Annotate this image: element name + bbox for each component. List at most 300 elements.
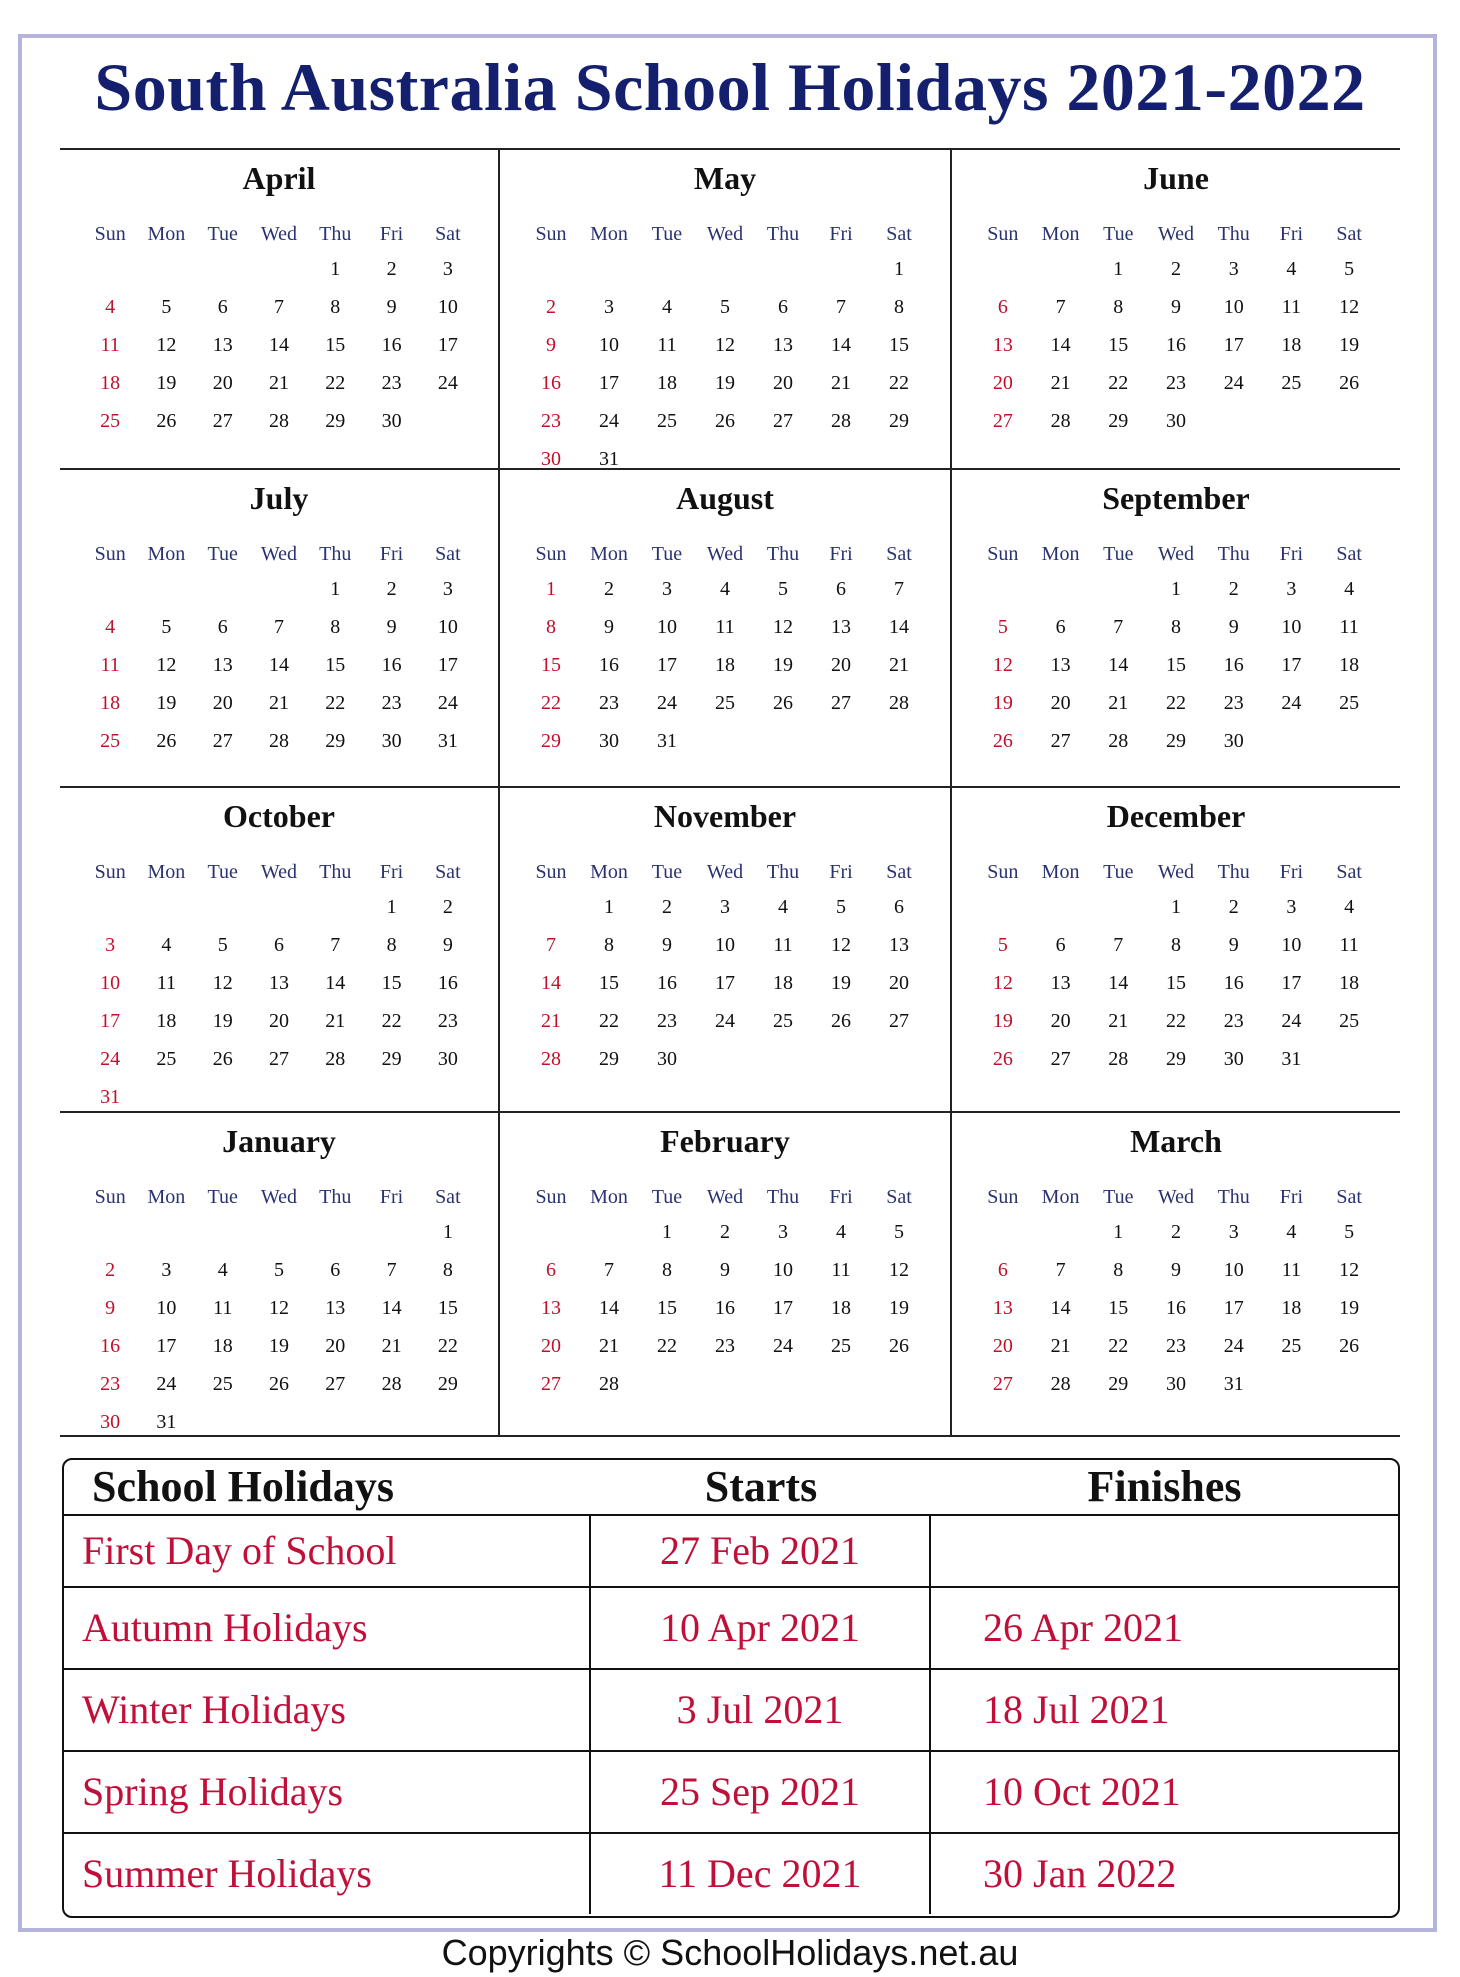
- day-date: [1320, 722, 1378, 760]
- week-row: [974, 570, 1378, 608]
- day-date: 10: [156, 1297, 177, 1319]
- day-date: 25: [1281, 372, 1302, 394]
- day-date: 11: [773, 934, 793, 956]
- day-date: 15: [325, 334, 346, 356]
- day-date: 18: [773, 972, 793, 994]
- day-date: 11: [657, 334, 677, 356]
- weekday-label: Thu: [766, 543, 800, 565]
- weekday-label: Fri: [1279, 543, 1304, 565]
- day-date: 11: [831, 1259, 851, 1281]
- day-date: 7: [894, 578, 904, 600]
- weekday-label: Sun: [94, 543, 126, 565]
- weekday-label: Fri: [379, 1186, 404, 1208]
- sunday-date: 25: [100, 730, 121, 752]
- month-day-grid: [974, 856, 1378, 1078]
- day-date: 17: [1281, 972, 1302, 994]
- day-date: 15: [437, 1297, 458, 1319]
- day-date: 5: [273, 1259, 284, 1281]
- weekday-label: Tue: [1103, 1186, 1134, 1208]
- day-date: 17: [715, 972, 735, 994]
- sunday-date: 20: [541, 1335, 561, 1357]
- day-date: 15: [889, 334, 909, 356]
- day-date: [696, 250, 754, 288]
- day-date: [195, 570, 251, 608]
- day-date: 14: [1108, 654, 1129, 676]
- weekday-label: Thu: [1217, 1186, 1250, 1208]
- weekday-label: Tue: [651, 1186, 683, 1208]
- copyright-notice: Copyrights © SchoolHolidays.net.au: [441, 1932, 1019, 1973]
- day-date: 7: [604, 1259, 614, 1281]
- weekday-header: [82, 1181, 476, 1213]
- month-name: June: [1143, 160, 1209, 196]
- day-date: 24: [599, 410, 619, 432]
- day-date: 4: [1286, 258, 1297, 280]
- day-date: [580, 1213, 638, 1251]
- day-date: [754, 250, 812, 288]
- weekday-label: Wed: [706, 543, 744, 565]
- weekday-label: Sun: [987, 543, 1019, 565]
- sunday-date: 26: [992, 730, 1013, 752]
- sunday-date: 20: [992, 1335, 1013, 1357]
- sunday-date: 14: [541, 972, 561, 994]
- day-date: 2: [1170, 1221, 1181, 1243]
- holiday-start: 10 Apr 2021: [591, 1588, 931, 1668]
- day-date: 31: [437, 730, 458, 752]
- month-name: March: [1130, 1123, 1222, 1159]
- weekday-label: Mon: [1041, 861, 1080, 883]
- week-row: [522, 1213, 928, 1251]
- weekday-header: [974, 856, 1378, 888]
- weekday-label: Thu: [1217, 223, 1250, 245]
- weekday-label: Tue: [1103, 543, 1134, 565]
- day-date: 26: [212, 1048, 233, 1070]
- day-date: [812, 1365, 870, 1403]
- day-date: 20: [268, 1010, 289, 1032]
- day-date: 16: [657, 972, 677, 994]
- sunday-date: 20: [992, 372, 1013, 394]
- month-name: May: [693, 160, 757, 196]
- day-date: 15: [657, 1297, 677, 1319]
- week-row: [82, 722, 476, 760]
- day-date: 16: [599, 654, 619, 676]
- month-name: November: [653, 798, 797, 834]
- day-date: 8: [386, 934, 397, 956]
- day-date: 16: [1223, 972, 1244, 994]
- day-date: 14: [268, 334, 289, 356]
- day-date: 5: [1344, 1221, 1355, 1243]
- day-date: 1: [1170, 896, 1181, 918]
- day-date: 19: [156, 692, 177, 714]
- day-date: 27: [325, 1373, 346, 1395]
- week-row: [82, 1365, 476, 1403]
- day-date: 24: [773, 1335, 793, 1357]
- week-row: [974, 888, 1378, 926]
- day-date: 15: [1108, 1297, 1129, 1319]
- holiday-finish: 26 Apr 2021: [983, 1605, 1183, 1650]
- weekday-header: [82, 538, 476, 570]
- day-date: 22: [1108, 372, 1129, 394]
- day-date: [754, 722, 812, 760]
- day-date: 1: [386, 896, 397, 918]
- sunday-date: 9: [546, 334, 556, 356]
- holiday-start: 25 Sep 2021: [591, 1752, 931, 1832]
- sunday-date: 23: [541, 410, 561, 432]
- weekday-label: Sun: [535, 861, 567, 883]
- weekday-label: Wed: [1157, 543, 1195, 565]
- day-date: 25: [1339, 692, 1360, 714]
- day-date: [195, 1213, 251, 1251]
- day-date: 30: [657, 1048, 677, 1070]
- day-date: 18: [156, 1010, 177, 1032]
- month-march: [950, 1111, 1400, 1435]
- day-date: 31: [599, 448, 619, 470]
- day-date: 17: [1223, 1297, 1244, 1319]
- day-date: 11: [213, 1297, 233, 1319]
- day-date: [1032, 888, 1090, 926]
- day-date: 13: [831, 616, 851, 638]
- day-date: 28: [831, 410, 851, 432]
- day-date: 18: [1339, 654, 1360, 676]
- sunday-date: 26: [992, 1048, 1013, 1070]
- day-date: 15: [381, 972, 402, 994]
- sunday-date: 1: [546, 578, 556, 600]
- day-date: [251, 570, 307, 608]
- day-date: 2: [662, 896, 672, 918]
- header-school-holidays: School Holidays: [92, 1462, 394, 1511]
- month-day-grid: [82, 538, 476, 760]
- sunday-date: 10: [100, 972, 121, 994]
- day-date: 9: [1228, 934, 1239, 956]
- week-row: [522, 1251, 928, 1289]
- day-date: 15: [325, 654, 346, 676]
- day-date: 21: [268, 692, 289, 714]
- holidays-header-row: [64, 1460, 1398, 1516]
- sunday-date: [522, 888, 580, 926]
- sunday-date: 16: [541, 372, 561, 394]
- sunday-date: 5: [997, 616, 1008, 638]
- day-date: 28: [268, 730, 289, 752]
- weekday-label: Sat: [435, 861, 461, 883]
- weekday-header: [82, 218, 476, 250]
- day-date: 9: [604, 616, 614, 638]
- day-date: 23: [715, 1335, 735, 1357]
- day-date: 27: [773, 410, 793, 432]
- holiday-finish: 18 Jul 2021: [983, 1687, 1170, 1732]
- holiday-finish: 10 Oct 2021: [983, 1769, 1181, 1814]
- day-date: 21: [831, 372, 851, 394]
- day-date: 25: [773, 1010, 793, 1032]
- day-date: 3: [778, 1221, 788, 1243]
- holiday-row: [64, 1750, 1398, 1832]
- weekday-label: Fri: [829, 861, 853, 883]
- day-date: 17: [599, 372, 619, 394]
- day-date: 24: [437, 692, 458, 714]
- day-date: 23: [437, 1010, 458, 1032]
- week-row: [522, 1002, 928, 1040]
- day-date: 3: [720, 896, 730, 918]
- day-date: 27: [1050, 730, 1071, 752]
- day-date: 29: [437, 1373, 458, 1395]
- day-date: 23: [657, 1010, 677, 1032]
- day-date: 1: [894, 258, 904, 280]
- weekday-label: Thu: [766, 1186, 800, 1208]
- day-date: 17: [657, 654, 677, 676]
- holiday-row: [64, 1516, 1398, 1586]
- week-row: [82, 1040, 476, 1078]
- day-date: 10: [773, 1259, 793, 1281]
- weekday-label: Sat: [435, 1186, 461, 1208]
- day-date: 22: [599, 1010, 619, 1032]
- weekday-label: Thu: [319, 1186, 352, 1208]
- holiday-start: 3 Jul 2021: [591, 1670, 931, 1750]
- weekday-label: Mon: [1041, 223, 1080, 245]
- weekday-label: Fri: [379, 543, 404, 565]
- day-date: 21: [1108, 1010, 1129, 1032]
- day-date: 12: [773, 616, 793, 638]
- sunday-date: 18: [100, 692, 121, 714]
- calendar-grid: [60, 148, 1400, 1437]
- day-date: 7: [1055, 1259, 1066, 1281]
- week-row: [522, 250, 928, 288]
- weekday-label: Sun: [94, 861, 126, 883]
- weekday-label: Thu: [766, 861, 800, 883]
- day-date: 26: [1339, 1335, 1360, 1357]
- day-date: 8: [604, 934, 614, 956]
- day-date: 14: [268, 654, 289, 676]
- day-date: 5: [161, 296, 172, 318]
- day-date: [870, 1040, 928, 1078]
- day-date: 23: [1223, 1010, 1244, 1032]
- weekday-label: Sun: [987, 1186, 1019, 1208]
- day-date: 12: [156, 654, 177, 676]
- holiday-finish: 30 Jan 2022: [983, 1851, 1177, 1896]
- holiday-name: Autumn Holidays: [64, 1588, 591, 1668]
- weekday-label: Sun: [535, 1186, 567, 1208]
- day-date: 9: [1228, 616, 1239, 638]
- day-date: [195, 250, 251, 288]
- day-date: 19: [773, 654, 793, 676]
- day-date: 1: [330, 258, 341, 280]
- month-name: September: [1102, 480, 1250, 516]
- day-date: 18: [1339, 972, 1360, 994]
- month-name: August: [676, 480, 774, 516]
- day-date: [1089, 888, 1147, 926]
- week-row: [522, 1040, 928, 1078]
- sunday-date: 17: [100, 1010, 121, 1032]
- sunday-date: [82, 570, 138, 608]
- week-row: [522, 1327, 928, 1365]
- day-date: [195, 1403, 251, 1441]
- day-date: 17: [773, 1297, 793, 1319]
- week-row: [974, 608, 1378, 646]
- day-date: [420, 1403, 476, 1441]
- month-name: July: [249, 480, 309, 516]
- day-date: 28: [599, 1373, 619, 1395]
- day-date: 26: [773, 692, 793, 714]
- day-date: 1: [662, 1221, 672, 1243]
- weekday-label: Fri: [1279, 1186, 1304, 1208]
- day-date: 2: [442, 896, 453, 918]
- month-day-grid: [522, 856, 928, 1078]
- day-date: [138, 570, 194, 608]
- week-row: [522, 1289, 928, 1327]
- day-date: 20: [212, 692, 233, 714]
- weekday-label: Sat: [435, 223, 461, 245]
- sunday-date: 15: [541, 654, 561, 676]
- day-date: 4: [720, 578, 730, 600]
- day-date: 6: [217, 616, 228, 638]
- day-date: 19: [831, 972, 851, 994]
- day-date: 10: [1223, 1259, 1244, 1281]
- weekday-label: Wed: [260, 1186, 298, 1208]
- day-date: 6: [1055, 616, 1066, 638]
- day-date: 7: [273, 296, 284, 318]
- day-date: 10: [715, 934, 735, 956]
- sunday-date: 2: [546, 296, 556, 318]
- month-name: April: [242, 160, 316, 196]
- day-date: 30: [1165, 1373, 1186, 1395]
- day-date: 22: [657, 1335, 677, 1357]
- month-day-grid: [974, 218, 1378, 440]
- day-date: 25: [212, 1373, 233, 1395]
- day-date: 16: [381, 334, 402, 356]
- weekday-header: [522, 218, 928, 250]
- week-row: [974, 1213, 1378, 1251]
- day-date: 23: [1223, 692, 1244, 714]
- week-row: [82, 646, 476, 684]
- day-date: 3: [1228, 1221, 1239, 1243]
- day-date: 21: [1050, 372, 1071, 394]
- weekday-label: Fri: [1279, 223, 1304, 245]
- weekday-label: Sat: [1336, 543, 1362, 565]
- day-date: 24: [437, 372, 458, 394]
- week-row: [82, 964, 476, 1002]
- weekday-label: Tue: [651, 543, 683, 565]
- sunday-date: [82, 1213, 138, 1251]
- sunday-date: 6: [997, 1259, 1008, 1281]
- day-date: 14: [599, 1297, 619, 1319]
- weekday-label: Wed: [260, 861, 298, 883]
- day-date: 28: [889, 692, 909, 714]
- week-row: [974, 684, 1378, 722]
- day-date: [251, 250, 307, 288]
- day-date: 22: [1165, 1010, 1186, 1032]
- weekday-label: Sat: [1336, 1186, 1362, 1208]
- sunday-date: 11: [100, 654, 120, 676]
- sunday-date: 12: [992, 654, 1013, 676]
- weekday-label: Fri: [1279, 861, 1304, 883]
- day-date: 3: [442, 258, 453, 280]
- day-date: 8: [330, 296, 341, 318]
- month-day-grid: [82, 1181, 476, 1441]
- holidays-table: [62, 1458, 1400, 1918]
- day-date: 24: [1223, 1335, 1244, 1357]
- day-date: 3: [662, 578, 672, 600]
- weekday-label: Mon: [1041, 543, 1080, 565]
- day-date: [696, 1040, 754, 1078]
- header-starts: Starts: [704, 1462, 818, 1511]
- sunday-date: 30: [100, 1411, 121, 1433]
- weekday-label: Mon: [590, 543, 628, 565]
- day-date: 21: [268, 372, 289, 394]
- week-row: [82, 364, 476, 402]
- weekday-label: Sun: [535, 543, 567, 565]
- day-date: [1263, 1365, 1321, 1403]
- day-date: 18: [831, 1297, 851, 1319]
- weekday-label: Wed: [260, 223, 298, 245]
- week-row: [82, 1213, 476, 1251]
- day-date: 12: [831, 934, 851, 956]
- day-date: 3: [604, 296, 614, 318]
- week-row: [974, 926, 1378, 964]
- day-date: 22: [437, 1335, 458, 1357]
- day-date: 14: [1050, 1297, 1071, 1319]
- day-date: 23: [381, 692, 402, 714]
- month-july: [60, 468, 500, 786]
- day-date: 17: [437, 654, 458, 676]
- day-date: 16: [1165, 334, 1186, 356]
- week-row: [82, 288, 476, 326]
- day-date: 4: [1344, 578, 1355, 600]
- week-row: [82, 570, 476, 608]
- day-date: 3: [442, 578, 453, 600]
- day-date: 30: [1223, 730, 1244, 752]
- sunday-date: 31: [100, 1086, 121, 1108]
- week-row: [974, 1040, 1378, 1078]
- month-day-grid: [974, 538, 1378, 760]
- day-date: 28: [381, 1373, 402, 1395]
- day-date: 14: [325, 972, 346, 994]
- day-date: 29: [1165, 730, 1186, 752]
- weekday-label: Tue: [1103, 223, 1134, 245]
- weekday-label: Mon: [590, 1186, 628, 1208]
- day-date: 26: [156, 410, 177, 432]
- day-date: 12: [1339, 296, 1360, 318]
- week-row: [82, 1403, 476, 1441]
- day-date: 22: [1165, 692, 1186, 714]
- day-date: 3: [161, 1259, 172, 1281]
- day-date: 4: [836, 1221, 846, 1243]
- weekday-label: Sat: [886, 861, 912, 883]
- day-date: 1: [330, 578, 341, 600]
- day-date: [307, 1213, 363, 1251]
- weekday-label: Fri: [829, 223, 853, 245]
- day-date: [696, 722, 754, 760]
- day-date: 10: [1281, 934, 1302, 956]
- day-date: 13: [889, 934, 909, 956]
- sunday-date: 9: [105, 1297, 116, 1319]
- day-date: 29: [381, 1048, 402, 1070]
- day-date: 7: [1113, 616, 1124, 638]
- day-date: 29: [325, 730, 346, 752]
- day-date: 2: [1170, 258, 1181, 280]
- sunday-date: 11: [100, 334, 120, 356]
- day-date: 1: [1170, 578, 1181, 600]
- day-date: 13: [773, 334, 793, 356]
- day-date: 4: [217, 1259, 228, 1281]
- day-date: 2: [386, 578, 397, 600]
- weekday-label: Mon: [147, 543, 186, 565]
- day-date: 9: [662, 934, 672, 956]
- sunday-date: 3: [105, 934, 116, 956]
- day-date: 14: [1108, 972, 1129, 994]
- day-date: 28: [268, 410, 289, 432]
- day-date: 25: [1339, 1010, 1360, 1032]
- day-date: 13: [325, 1297, 346, 1319]
- sunday-date: 27: [992, 1373, 1013, 1395]
- weekday-label: Thu: [1217, 543, 1250, 565]
- day-date: 2: [720, 1221, 730, 1243]
